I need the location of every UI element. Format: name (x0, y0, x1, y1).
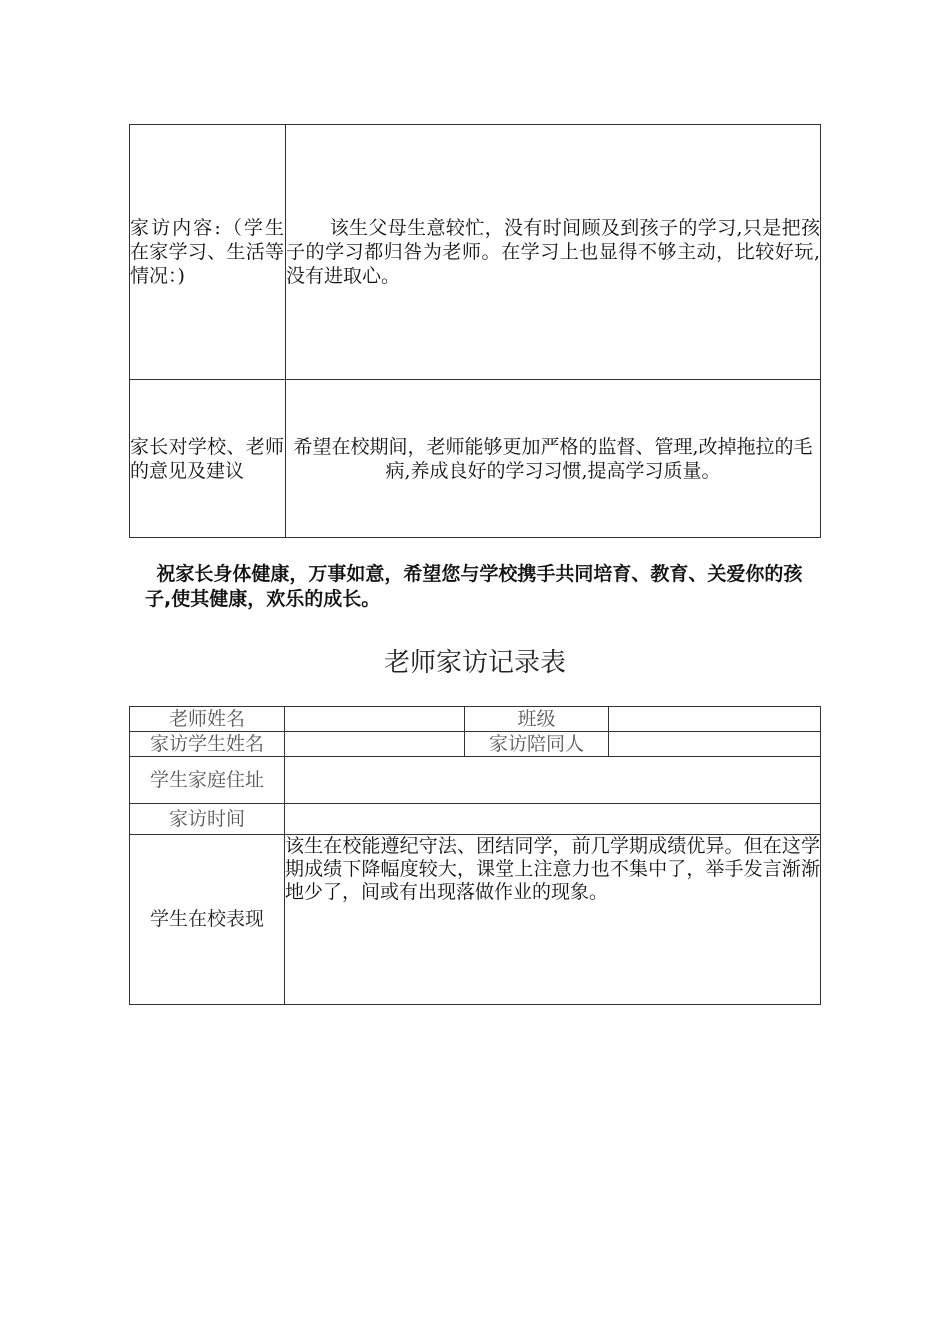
time-field (285, 804, 821, 835)
record-title: 老师家访记录表 (383, 648, 566, 678)
visit-content-text: 该生父母生意较忙，没有时间顾及到孩子的学习,只是把孩子的学习都归咎为老师。在学习上也显得不够主动，比较好玩,没有进取心。 (286, 125, 821, 380)
student-name-field (285, 732, 465, 757)
companion-label: 家访陪同人 (465, 732, 609, 757)
address-row (130, 757, 821, 804)
performance-label: 学生在校表现 (130, 835, 285, 1005)
teacher-row (130, 707, 821, 732)
visit-content-label: 家访内容:（学生在家学习、生活等情况：) (130, 125, 286, 380)
student-name-label: 家访学生姓名 (130, 732, 285, 757)
parent-opinion-label: 家长对学校、老师的意见及建议 (130, 380, 286, 538)
time-row (130, 804, 821, 835)
performance-text: 该生在校能遵纪守法、团结同学，前几学期成绩优异。但在这学期成绩下降幅度较大，课堂上注意力也不集中了，举手发言渐渐地少了，间或有出现落做作业的现象。 (285, 835, 821, 1005)
time-label: 家访时间 (130, 804, 285, 835)
class-field (609, 707, 821, 732)
address-field (285, 757, 821, 804)
class-label: 班级 (465, 707, 609, 732)
address-label: 学生家庭住址 (130, 757, 285, 804)
parent-opinion-row (130, 380, 821, 538)
parent-opinion-text: 希望在校期间，老师能够更加严格的监督、管理,改掉拖拉的毛病,养成良好的学习习惯,提高学习质量。 (286, 380, 821, 538)
student-row (130, 732, 821, 757)
teacher-name-field (285, 707, 465, 732)
visit-content-table (129, 124, 821, 538)
companion-field (609, 732, 821, 757)
performance-row (130, 835, 821, 1005)
visit-record-table (129, 706, 821, 1005)
closing-text: 祝家长身体健康，万事如意，希望您与学校携手共同培育、教育、关爱你的孩子,使其健康，欢乐的成长。 (145, 563, 803, 610)
visit-content-row (130, 125, 821, 380)
closing-wishes (145, 562, 825, 612)
teacher-name-label: 老师姓名 (130, 707, 285, 732)
